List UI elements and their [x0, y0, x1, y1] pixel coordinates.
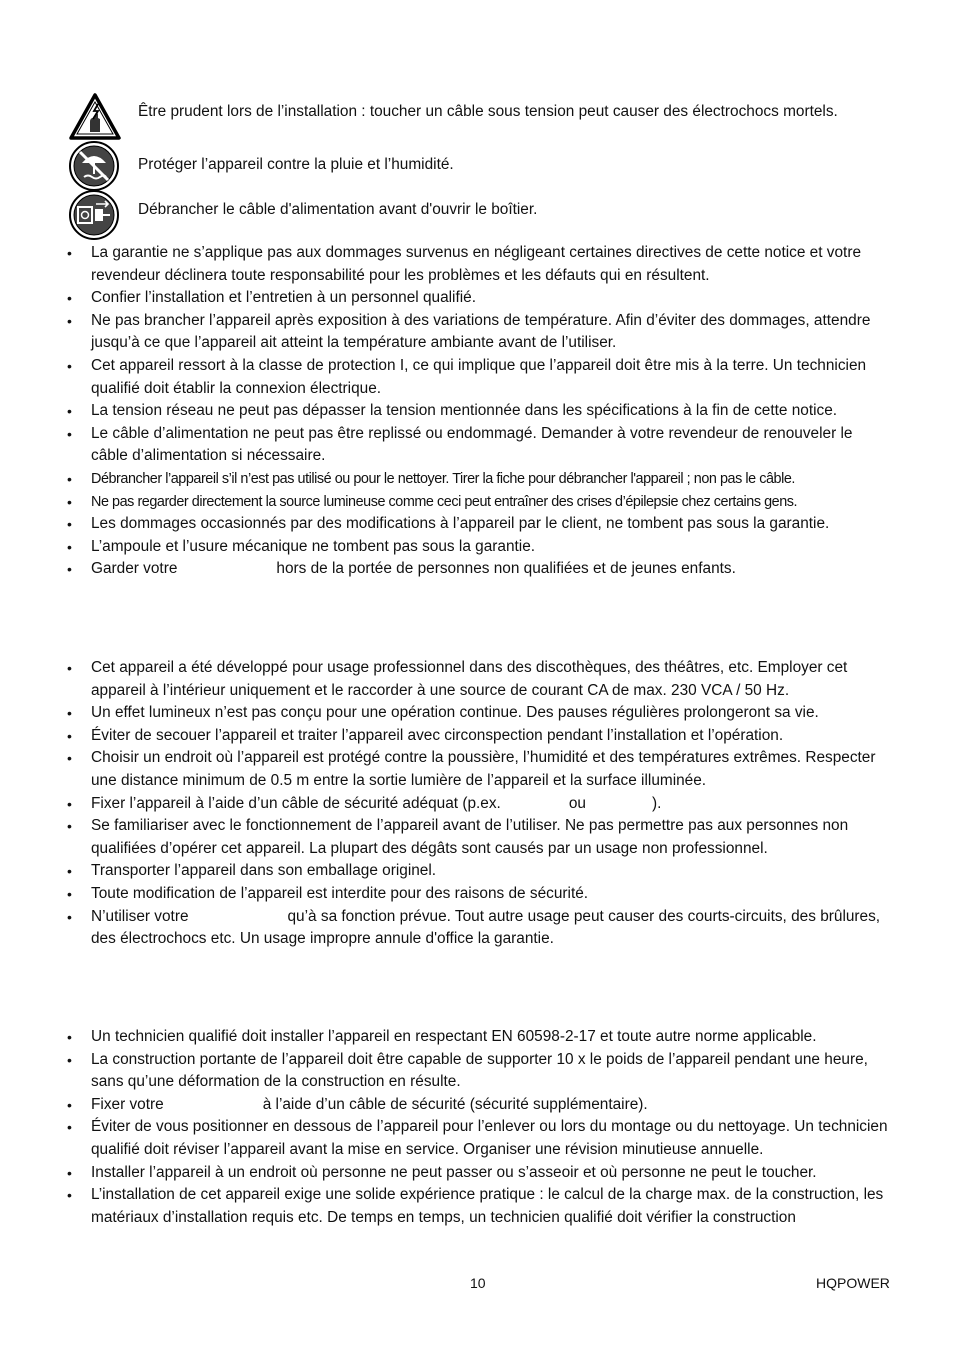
list-item: • L’installation de cet appareil exige une solide expérience pratique : le calcul de la charge max. de la construction, les matériaux d’installation requis etc. De temps en temps, un technicien qualifié doit vérifier la construction	[0, 1184, 891, 1229]
list-item: • Fixer l’appareil à l’aide d’un câble de sécurité adéquat (p.ex. ou ).	[0, 793, 891, 816]
list-item: • N’utiliser votre qu’à sa fonction prévue. Tout autre usage peut causer des courts-circuits, des brûlures, des électrochocs etc. Un usage impropre annule d'office la garantie.	[0, 906, 891, 951]
safety-list-design	[0, 657, 891, 951]
warning-text-humidity: Protéger l’appareil contre la pluie et l’humidité.	[138, 156, 454, 173]
page-number: 10	[470, 1275, 486, 1291]
list-item: • Installer l’appareil à un endroit où personne ne peut passer ou s’asseoir et où personne ne peut le toucher.	[0, 1162, 891, 1185]
electric-shock-warning-icon	[68, 92, 122, 142]
list-item: • Le câble d’alimentation ne peut pas être replissé ou endommagé. Demander à votre revendeur de renouveler le câble d’alimentation si nécessaire.	[0, 423, 891, 468]
list-item: • Confier l’installation et l’entretien à un personnel qualifié.	[0, 287, 891, 310]
list-item: • Cet appareil ressort à la classe de protection I, ce qui implique que l’appareil doit être mis à la terre. Un technicien qualifié doit établir la connexion électrique.	[0, 355, 891, 400]
list-item: • Un technicien qualifié doit installer l’appareil en respectant EN 60598-2-17 et toute autre norme applicable.	[0, 1026, 891, 1049]
list-item: • Ne pas regarder directement la source lumineuse comme ceci peut entraîner des crises d’épilepsie chez certains gens.	[0, 491, 891, 514]
brand-footer: HQPOWER	[816, 1275, 890, 1291]
list-item: • L’ampoule et l’usure mécanique ne tombent pas sous la garantie.	[0, 536, 891, 559]
list-item: • Garder votre hors de la portée de personnes non qualifiées et de jeunes enfants.	[0, 558, 891, 581]
list-item: • Ne pas brancher l’appareil après exposition à des variations de température. Afin d’éviter des dommages, attendre jusqu’à ce que l’appareil ait atteint la température ambiante avant de l’utiliser.	[0, 310, 891, 355]
unplug-power-icon	[68, 190, 122, 240]
keep-dry-icon	[68, 141, 122, 191]
list-item: • Toute modification de l’appareil est interdite pour des raisons de sécurité.	[0, 883, 891, 906]
list-item: • La construction portante de l’appareil doit être capable de supporter 10 x le poids de l’appareil pendant une heure, sans qu’une déformation de la construction en résulte.	[0, 1049, 891, 1094]
warning-text-unplug: Débrancher le câble d'alimentation avant d'ouvrir le boîtier.	[138, 201, 538, 218]
list-item: • Cet appareil a été développé pour usage professionnel dans des discothèques, des théâtres, etc. Employer cet appareil à l’intérieur uniquement et le raccorder à une source de courant CA de max. 230 VCA / 50 Hz.	[0, 657, 891, 702]
safety-list-general	[0, 242, 891, 581]
list-item: • Éviter de vous positionner en dessous de l’appareil pour l’enlever ou lors du montage ou du nettoyage. Un technicien qualifié doit réviser l’appareil avant la mise en service. Organiser une révision minutieuse annuelle.	[0, 1116, 891, 1161]
list-item: • Transporter l’appareil dans son emballage originel.	[0, 860, 891, 883]
warning-text-shock: Être prudent lors de l’installation : toucher un câble sous tension peut causer des électrochocs mortels.	[138, 103, 838, 120]
list-item: • La garantie ne s’applique pas aux dommages survenus en négligeant certaines directives de cette notice et votre revendeur déclinera toute responsabilité pour les problèmes et les défauts qui en résultent.	[0, 242, 891, 287]
list-item: • Fixer votre à l’aide d’un câble de sécurité (sécurité supplémentaire).	[0, 1094, 891, 1117]
safety-list-installation	[0, 1026, 891, 1229]
list-item: • La tension réseau ne peut pas dépasser la tension mentionnée dans les spécifications à la fin de cette notice.	[0, 400, 891, 423]
list-item: • Les dommages occasionnés par des modifications à l’appareil par le client, ne tombent pas sous la garantie.	[0, 513, 891, 536]
list-item: • Éviter de secouer l’appareil et traiter l’appareil avec circonspection pendant l’installation et l’opération.	[0, 725, 891, 748]
list-item: • Débrancher l’appareil s’il n’est pas utilisé ou pour le nettoyer. Tirer la fiche pour débrancher l'appareil ; non pas le câble.	[0, 468, 891, 491]
list-item: • Un effet lumineux n’est pas conçu pour une opération continue. Des pauses régulières prolongeront sa vie.	[0, 702, 891, 725]
list-item: • Choisir un endroit où l’appareil est protégé contre la poussière, l’humidité et des températures extrêmes. Respecter une distance minimum de 0.5 m entre la sortie lumière de l’appareil et la surface illuminée.	[0, 747, 891, 792]
list-item: • Se familiariser avec le fonctionnement de l’appareil avant de l’utiliser. Ne pas permettre pas aux personnes non qualifiées d’opérer cet appareil. La plupart des dégâts sont causés par un usage non professionnel.	[0, 815, 891, 860]
